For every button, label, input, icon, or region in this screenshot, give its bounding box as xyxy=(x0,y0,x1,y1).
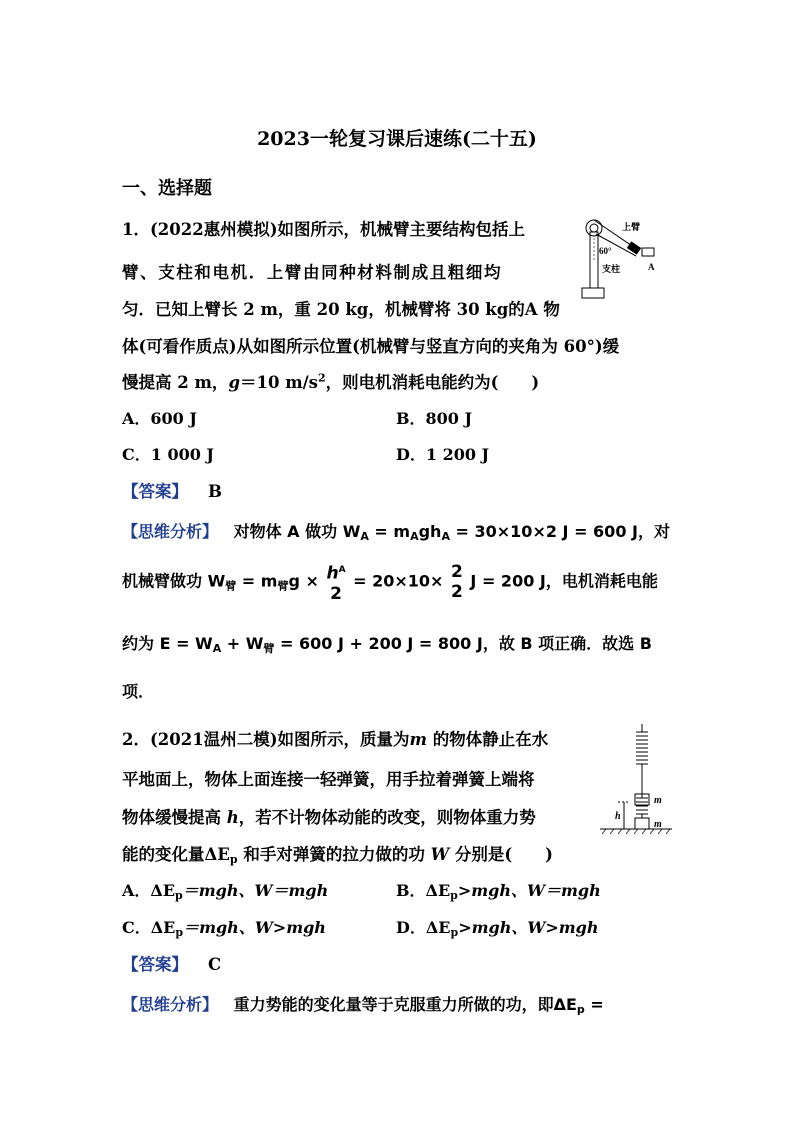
q1-line-1: 1．(2022惠州模拟)如图所示，机械臂主要结构包括上 xyxy=(122,220,526,239)
q1-answer: 【答案】 B xyxy=(122,482,222,501)
answer-tag: 【答案】 xyxy=(122,955,188,974)
spring-block-figure xyxy=(598,722,674,836)
q2-line-2: 平地面上，物体上面连接一轻弹簧，用手拉着弹簧上端将 xyxy=(122,770,535,789)
fraction-2-over-2: 2 2 xyxy=(451,561,463,602)
q1-line-4: 体(可看作质点)从如图所示位置(机械臂与竖直方向的夹角为 60°)缓 xyxy=(122,337,620,356)
q1-line-3: 匀．已知上臂长 2 m，重 20 kg，机械臂将 30 kg的A 物 xyxy=(122,300,560,319)
fig-mass-label-top: m xyxy=(654,795,662,806)
q1-analysis-line-4: 项． xyxy=(122,682,155,701)
answer-tag: 【答案】 xyxy=(122,482,188,501)
q2-answer: 【答案】 C xyxy=(122,955,222,974)
q1-analysis-line-2: 机械臂做功 $W_臂 = m_臂g$ × $h^A$ 2 = 20×10× 2 2 J = 200 J，电机消耗电能 xyxy=(122,561,658,604)
q2-option-c: C．$\Delta E_p=mgh$、W>mgh xyxy=(122,918,326,939)
q1-option-c: C．1 000 J xyxy=(122,445,214,464)
q2-analysis-line-1: 【思维分析】 重力势能的变化量等于克服重力所做的功，即$\Delta E_p$ = xyxy=(122,995,604,1016)
fig-mass-label-bottom: m xyxy=(654,819,662,830)
fig-height-label: h xyxy=(615,811,621,822)
q1-analysis-line-3: 约为 $E = W_A + W_臂 = 600$ J + 200 J = 800 J，故 B 项正确．故选 B xyxy=(122,634,652,655)
q2-line-4: 能的变化量$\Delta E_p$ 和手对弹簧的拉力做的功 W 分别是( ) xyxy=(122,845,553,866)
q1-line-2: 臂、支柱和电机．上臂由同种材料制成且粗细均 xyxy=(122,263,503,282)
q1-line-5: 慢提高 2 m，g＝10 $m/s^2$，则电机消耗电能约为( ) xyxy=(122,371,540,392)
q2-option-b: B．$\Delta E_p>mgh$、W＝mgh xyxy=(396,881,601,902)
fig-object-label: A xyxy=(648,262,655,272)
analysis-tag: 【思维分析】 xyxy=(122,522,219,541)
robotic-arm-figure xyxy=(572,210,668,302)
q2-line-1: 2．(2021温州二模)如图所示，质量为m 的物体静止在水 xyxy=(122,730,549,749)
fraction-ha-over-2: $h^A$ 2 xyxy=(326,563,346,604)
page-title: 2023一轮复习课后速练(二十五) xyxy=(257,128,537,150)
q1-option-a: A．600 J xyxy=(122,409,197,428)
q1-option-d: D．1 200 J xyxy=(396,445,490,464)
q1-option-b: B．800 J xyxy=(396,409,473,428)
q2-line-3: 物体缓慢提高 h，若不计物体动能的改变，则物体重力势 xyxy=(122,808,536,827)
fig-angle-label: 60° xyxy=(599,246,612,256)
q1-analysis-line-1: 【思维分析】 对物体 A 做功 $W_A = m_Agh_A = 30\times 10\times 2$ J = 600 J，对 xyxy=(122,522,670,543)
fig-upper-arm-label: 上臂 xyxy=(622,222,641,232)
fig-pillar-label: 支柱 xyxy=(602,264,621,274)
section-heading: 一、选择题 xyxy=(122,178,212,199)
analysis-tag: 【思维分析】 xyxy=(122,995,219,1014)
q2-option-a: A．$\Delta E_p=mgh$、W＝mgh xyxy=(122,881,329,902)
q2-option-d: D．$\Delta E_p>mgh$、W>mgh xyxy=(396,918,599,939)
